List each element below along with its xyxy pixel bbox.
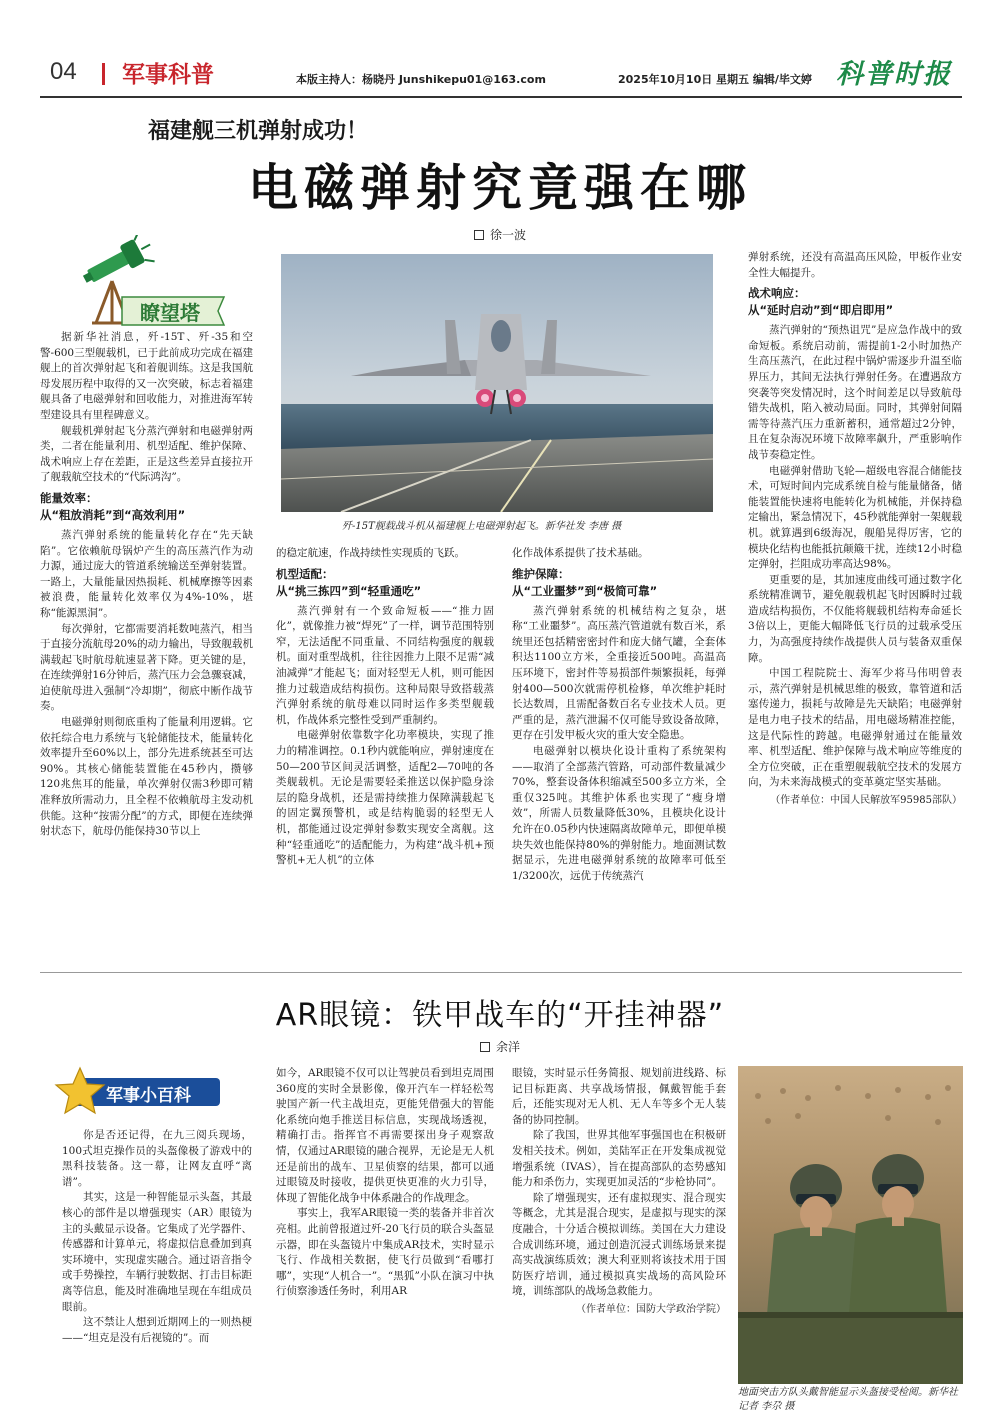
- paragraph: 蒸汽弹射系统的机械结构之复杂，堪称“工业噩梦”。高压蒸汽管道就有数百米，系统里还包括精密密封件和庞大储气罐，全套体积达1100立方米，全重接近500吨。高温高压环境下，密封件等易损部件频繁损耗，每弹射400—500次就需停机检修，单次维护耗时长达数周，且需配备数百名专业技术人员。更严重的是，蒸汽泄漏不仅可能导致设备故障，更存在引发甲板火灾的重大安全隐患。: [512, 604, 726, 742]
- jet-launch-photo: [281, 254, 713, 512]
- article1-column-4: [748, 250, 962, 966]
- article1-author: 徐一波: [489, 228, 526, 242]
- page-header: [40, 58, 962, 94]
- paragraph: 电磁弹射借助飞轮—超级电容混合储能技术，可短时间内完成系统自检与能量储备，储能装置能快速将电能转化为机械能，并保持稳定输出，紧急情况下，45秒就能弹射一架舰载机。就算遇到6级海况，舰船晃得厉害，它的模块化结构也能抵抗颠簸干扰，连续12小时稳定弹射，拦阻成功率高达98%。: [748, 464, 962, 571]
- badge-label: 瞭望塔: [140, 301, 200, 325]
- paragraph: 中国工程院院士、海军少将马伟明曾表示，蒸汽弹射是机械思维的极致，靠管道和活塞传递力，损耗与故障是先天缺陷；电磁弹射是电力电子技术的结晶，用电磁场精准控能，这是代际性的跨越。电磁弹射通过在能量效率、机型适配、维护保障与战术响应等维度的全方位突破，正在重塑舰载航空技术的发展方向，为未来海战模式的变革奠定坚实基础。: [748, 667, 962, 789]
- section-divider: [40, 972, 962, 973]
- paragraph: 事实上，我军AR眼镜一类的装备并非首次亮相。此前曾报道过歼-20飞行员的联合头盔显示器，即在头盔镜片中集成AR技术，实时显示飞行、作战相关数据，使飞行员做到“看哪打哪”，实现“人机合一”。“黑狐”小队在演习中执行侦察渗透任务时，利用AR: [276, 1207, 494, 1298]
- article2-title: AR眼镜：铁甲战车的“开挂神器”: [275, 998, 725, 1033]
- paragraph: 这不禁让人想到近期网上的一则热梗——“坦克是没有后视镜的”。而: [62, 1316, 252, 1344]
- paragraph: 你是否还记得，在九三阅兵现场，100式坦克操作员的头盔像极了游戏中的黑科技装备。这一幕，让网友直呼“离谱”。: [62, 1129, 252, 1188]
- paragraph: 其实，这是一种智能显示头盔，其最核心的部件是以增强现实（AR）眼镜为主的头戴显示设备。它集成了光学器件、传感器和计算单元，将虚拟信息叠加到真实环境中，实现虚实融合。通过语音指令或手势操控，车辆行驶数据、打击目标距离等信息，能及时准确地呈现在车组成员眼前。: [62, 1191, 252, 1313]
- article2-author: 余洋: [495, 1040, 520, 1054]
- paragraph: 电磁弹射依靠数字化功率模块，实现了推力的精准调控。0.1秒内就能响应，弹射速度在50—200节区间灵活调整，适配2—70吨的各类舰载机。无论是需要轻柔推送以保护隐身涂层的隐身战机，还是需持续推力保障满载起飞的固定翼预警机，或是结构脆弱的轻型无人机，都能通过设定弹射参数实现安全离舰。这种“轻重通吃”的适配能力，为构建“战斗机+预警机+无人机”的立体: [276, 729, 494, 867]
- lookout-tower-badge: [78, 235, 228, 330]
- page-number: 04: [50, 58, 77, 85]
- article1-subtitle: 福建舰三机弹射成功！: [148, 118, 369, 144]
- article2-column-1: [62, 1128, 252, 1378]
- paragraph: 如今，AR眼镜不仅可以让驾驶员看到坦克周围360度的实时全景影像，像开汽车一样轻松驾驶国产新一代主战坦克，更能凭借强大的智能化系统向炮手推送目标信息，实现战场透视，精确打击。指挥官不再需要探出身子观察敌情，仅通过AR眼镜的融合视界，无论是无人机还是前出的战车、卫星侦察的结果，都可以通过眼镜及时接收，提供更快更准的火力引导，体现了智能化战争中体系融合的作战理念。: [276, 1067, 494, 1204]
- paragraph: 蒸汽弹射系统的能量转化存在“先天缺陷”。它依赖航母锅炉产生的高压蒸汽作为动力源，通过庞大的管道系统输送至弹射装置。一路上，大量能量因热损耗、机械摩擦等因素被浪费，能量转化效率仅为4%-10%，堪称“能源黑洞”。: [40, 528, 253, 619]
- paragraph: 除了我国，世界其他军事强国也在积极研发相关技术。例如，美陆军正在开发集成视觉增强系统（IVAS），旨在提高部队的态势感知能力和杀伤力，实现更加灵活的“步枪协同”。: [512, 1129, 726, 1189]
- paragraph: 电磁弹射以模块化设计重构了系统架构——取消了全部蒸汽管路，可动部件数量减少70%，整套设备体积缩减至500多立方米，全重仅325吨。其维护体系也实现了“瘦身增效”，所需人员数量降低30%，且模块化设计允许在0.05秒内快速隔离故障单元，即便单模块失效也能保持80%的弹射能力。地面测试数据显示，先进电磁弹射系统的故障率可低至1/3200次，远优于传统蒸汽: [512, 744, 726, 882]
- article2-column-3: [512, 1066, 726, 1396]
- paragraph: 除了增强现实，还有虚拟现实、混合现实等概念，尤其是混合现实，是虚拟与现实的深度融合，十分适合模拟训练。美国在大力建设合成训练环境，通过创造沉浸式训练场景来提高实战演练质效；澳大利亚则将该技术用于国防医疗培训，通过模拟真实战场的高风险环境，训练部队的战场急救能力。: [512, 1191, 726, 1298]
- article1-title: 电磁弹射究竟强在哪: [248, 159, 752, 217]
- article1-column-3: [512, 546, 726, 966]
- paragraph: 电磁弹射则彻底重构了能量利用逻辑。它依托综合电力系统与飞轮储能技术，能量转化效率提升至60%以上，部分先进系统甚至可达90%。其核心储能装置能在45秒内，攒够120兆焦耳的能量，单次弹射仅需3秒即可精准释放所需动力，且全程不依赖航母主发动机供能。这种“按需分配”的方式，即便在连续弹射状态下，航母仍能保持30节以上: [40, 716, 253, 838]
- paragraph: 眼镜，实时显示任务简报、规划前进线路、标记目标距离、共享战场情报，佩戴智能手套后，还能实现对无人机、无人车等多个无人装备的协同控制。: [512, 1067, 726, 1126]
- paragraph: 蒸汽弹射有一个致命短板——“推力固化”，就像推力被“焊死”了一样，调节范围特别窄，无法适配不同重量、不同结构强度的舰载机。面对重型战机，往往因推力上限不足需“减油减弹”才能起飞；面对轻型无人机，则可能因推力过载造成结构损伤。这种局限导致搭载蒸汽弹射系统的航母难以同时运作多类型舰载机，作战体系完整性受到严重制约。: [276, 604, 494, 726]
- paragraph: 的稳定航速，作战持续性实现质的飞跃。: [276, 547, 465, 559]
- section-heading: 战术响应：: [748, 286, 806, 301]
- byline-box-icon: [474, 230, 484, 240]
- paragraph: 化作战体系提供了技术基础。: [512, 547, 649, 559]
- byline-box-icon: [480, 1042, 490, 1052]
- header-rule: [40, 96, 962, 98]
- article2-byline: [0, 1038, 1000, 1055]
- section-heading: 从“延时启动”到“即启即用”: [748, 303, 894, 318]
- section-heading: 从“工业噩梦”到“极简可靠”: [512, 583, 658, 598]
- article1-column-1: [40, 330, 253, 965]
- paragraph: 据新华社消息，歼-15T、歼-35和空警-600三型舰载机，已于此前成功完成在福建舰上的首次弹射起飞和着舰训练。这是我国航母发展历程中取得的又一次突破，标志着福建舰具备了电磁弹射和回收能力，对推进海军转型建设具有里程碑意义。: [40, 331, 253, 421]
- host-info: 本版主持人：杨晓丹 Junshikepu01@163.com: [296, 73, 546, 86]
- paragraph: 每次弹射，它都需要消耗数吨蒸汽，相当于直接分流航母20%的动力输出，导致舰载机满载起飞时航母航速显著下降。更关键的是，在连续弹射16分钟后，蒸汽压力会急骤衰减，迫使航母进入强制“冷却期”，彻底中断作战节奏。: [40, 622, 253, 713]
- section-heading: 从“挑三拣四”到“轻重通吃”: [276, 583, 422, 598]
- paragraph: 弹射系统，还没有高温高压风险，甲板作业安全性大幅提升。: [748, 251, 962, 279]
- article1-column-2: [276, 546, 494, 966]
- section-name: 军事科普: [122, 62, 214, 88]
- paragraph: 舰载机弹射起飞分蒸汽弹射和电磁弹射两类，二者在能量利用、机型适配、维护保障、战术响应上存在差距，正是这些差异直接拉开了舰载航空技术的“代际鸿沟”。: [40, 424, 253, 484]
- author-affiliation: （作者单位：中国人民解放军95985部队）: [770, 795, 962, 806]
- header-divider: [102, 63, 105, 85]
- section-heading: 机型适配：: [276, 566, 334, 581]
- author-affiliation: （作者单位：国防大学政治学院）: [576, 1303, 726, 1315]
- paragraph: 蒸汽弹射的“预热诅咒”是应急作战中的致命短板。系统启动前，需提前1-2小时加热产生高压蒸汽，在此过程中锅炉需逐步升温至临界压力，其间无法执行弹射任务。在遭遇敌方突袭等突发情况时，这个时间差足以导致航母错失战机，陷入被动局面。同时，其弹射间隔需等待蒸汽压力重新蓄积，通常超过2分钟，且在复杂海况环境下故障率飙升，严重影响作战节奏稳定性。: [748, 324, 962, 461]
- section-heading: 从“粗放消耗”到“高效利用”: [40, 507, 186, 522]
- article2-column-2: [276, 1066, 494, 1396]
- section-heading: 维护保障：: [512, 566, 570, 581]
- newspaper-logo: 科普时报: [836, 59, 952, 90]
- military-encyclopedia-badge: [54, 1066, 224, 1118]
- soldiers-photo-caption: 地面突击方队头戴智能显示头盔接受检阅。新华社记者 李尕 摄: [738, 1387, 958, 1412]
- soldiers-photo: [738, 1066, 963, 1384]
- issue-date: 2025年10月10日 星期五 编辑/毕文婷: [618, 73, 812, 86]
- badge-label: 军事小百科: [106, 1086, 191, 1106]
- section-heading: 能量效率：: [40, 490, 98, 505]
- jet-photo-caption: 歼-15T舰载战斗机从福建舰上电磁弹射起飞。新华社发 李唐 摄: [342, 521, 622, 532]
- paragraph: 更重要的是，其加速度曲线可通过数字化系统精准调节，避免舰载机起飞时因瞬时过载造成结构损伤，不仅能将舰载机结构寿命延长3倍以上，更能大幅降低飞行员的过载承受压力，为高强度持续作战提供人员与装备双重保障。: [748, 573, 962, 664]
